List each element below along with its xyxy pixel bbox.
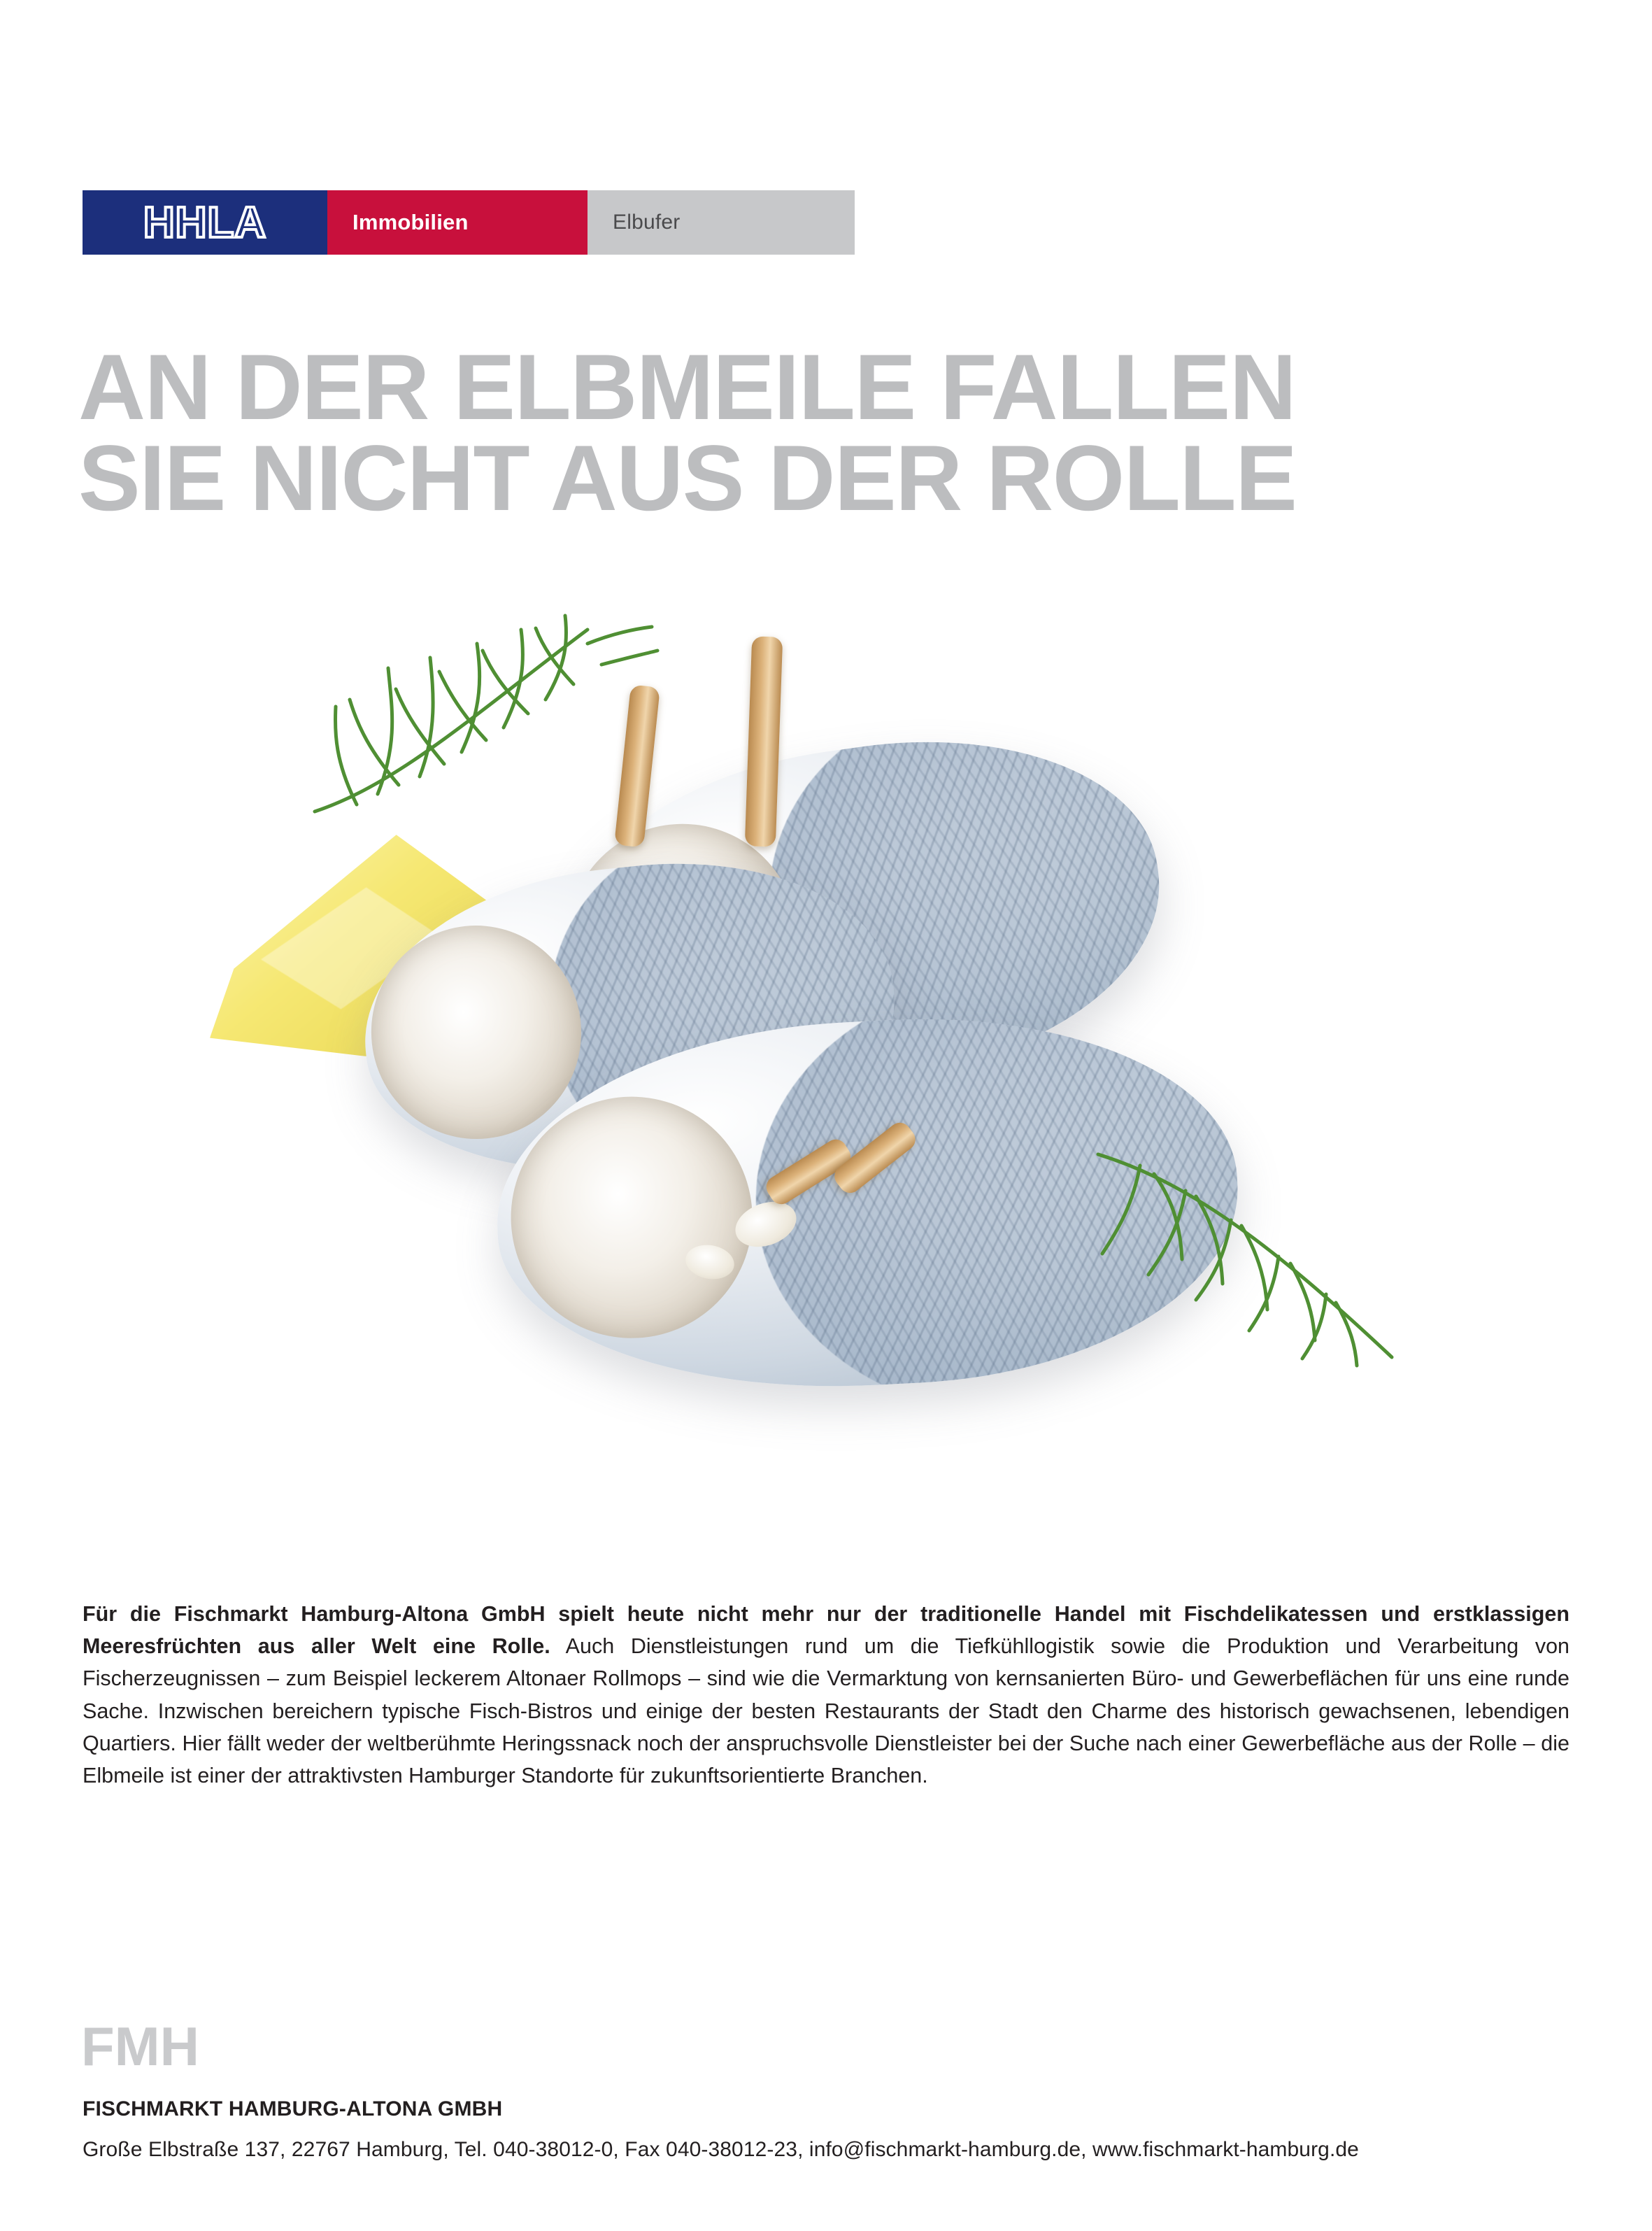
hero-stage [196, 574, 1455, 1504]
hhla-wordmark: HHLA [143, 198, 267, 247]
brand-segment-elbufer [588, 190, 855, 255]
brand-bar [83, 190, 855, 255]
dill-sprig-top [294, 602, 671, 833]
footer-address: Große Elbstraße 137, 22767 Hamburg, Tel. 040-38012-0, Fax 040-38012-23, info@fischmarkt-hamburg.de, www.fischmarkt-hamburg.de [83, 2138, 1359, 2161]
page-title-line-2: SIE NICHT AUS DER ROLLE [78, 427, 1297, 531]
brand-segment-immobilien-label: Immobilien [353, 210, 469, 234]
footer-company-name: FISCHMARKT HAMBURG-ALTONA GMBH [83, 2097, 503, 2120]
hero-image [0, 532, 1652, 1539]
body-copy-lead: Für die Fischmarkt Hamburg-Altona GmbH spielt heute nicht mehr nur der traditionelle Handel mit Fischdelikatessen und erstklassigen Meeresfrüchten aus aller Welt eine Rolle. [83, 1601, 1569, 1658]
fmh-logo: FMH [81, 2016, 199, 2077]
page-title-line-1: AN DER ELBMEILE FALLEN [78, 336, 1296, 440]
body-copy [83, 1598, 1569, 1792]
brand-segment-elbufer-label: Elbufer [613, 211, 681, 234]
dill-sprig-right [1091, 1126, 1427, 1378]
brand-segment-immobilien [327, 190, 588, 255]
page-title [78, 336, 1582, 531]
body-copy-rest: Auch Dienstleistungen rund um die Tiefkühllogistik sowie die Produktion und Verarbeitung von Fischerzeugnissen – zum Beispiel leckerem Altonaer Rollmops – sind wie die Vermarktung von kernsanierten Büro- und Gewerbeflächen für uns eine runde Sache. Inzwischen bereichern typische Fisch-Bistros und einige der besten Restaurants der Stadt den Charme des historisch gewachsenen, lebendigen Quartiers. Hier fällt weder der weltberühmte Heringssnack noch der anspruchsvolle Dienstleister bei der Suche nach einer Gewerbefläche aus der Rolle – die Elbmeile ist einer der attraktivsten Hamburger Standorte für zukunftsorientierte Branchen. [83, 1634, 1569, 1788]
hhla-logo [83, 190, 327, 255]
